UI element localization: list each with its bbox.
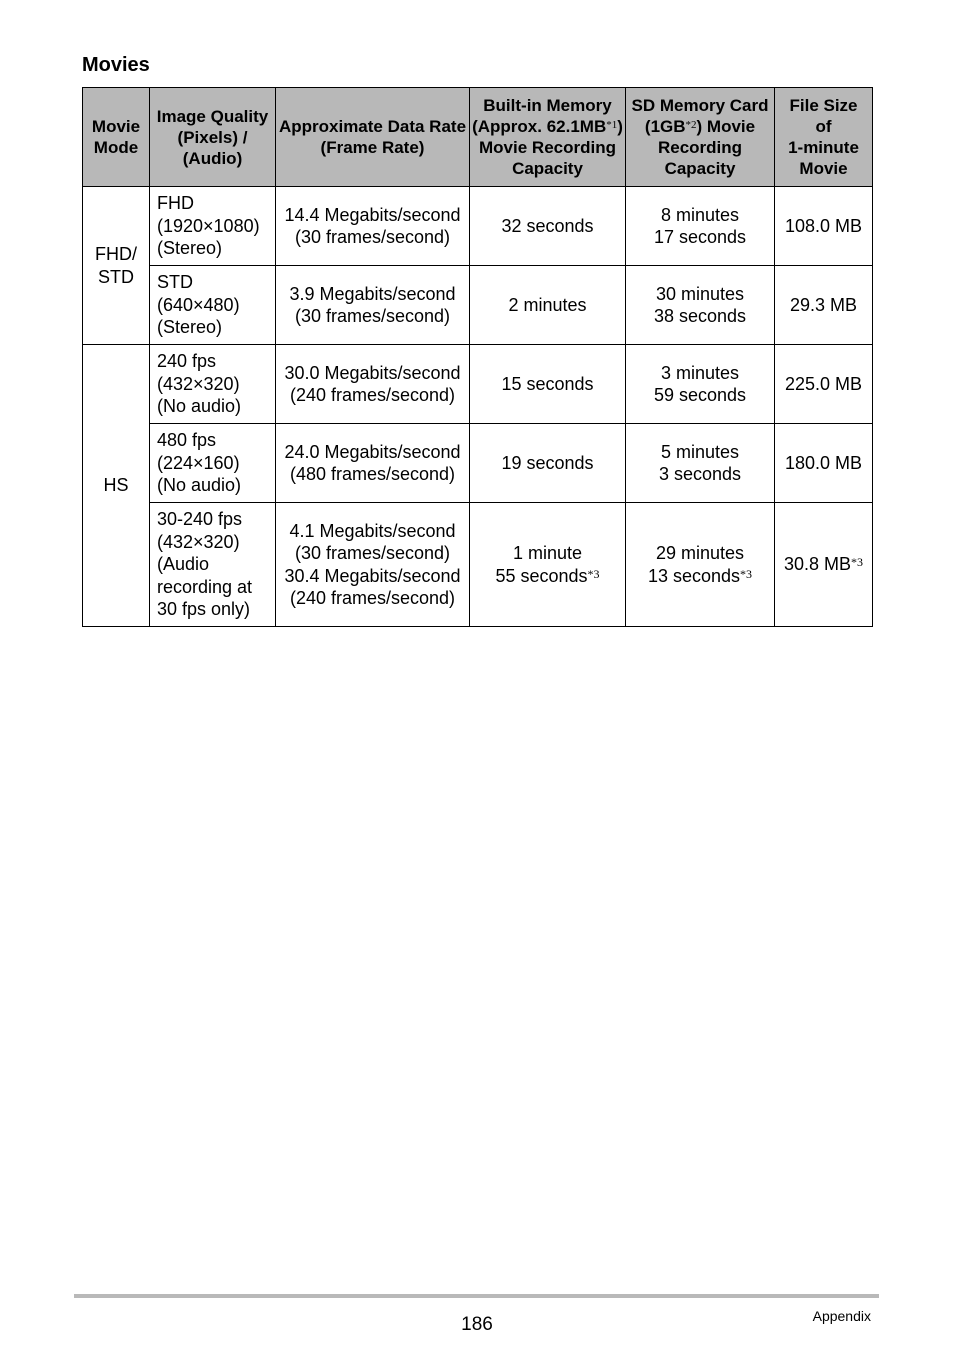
table-row [83,503,873,627]
footnote-marker: *3 [740,566,753,581]
footnote-marker: *2 [685,119,697,131]
file-size-cell: 225.0 MB [775,345,873,424]
footnote-marker: *3 [587,566,600,581]
movies-table [82,87,873,627]
file-size-cell: 108.0 MB [775,187,873,266]
mode-cell: HS [83,345,150,627]
quality-cell: 480 fps (224×160) (No audio) [150,424,276,503]
file-size-cell: 29.3 MB [775,266,873,345]
data-rate-cell: 30.0 Megabits/second (240 frames/second) [276,345,470,424]
footnote-marker: *1 [606,119,618,131]
header-data-rate: Approximate Data Rate (Frame Rate) [276,88,470,187]
sd-capacity-cell: 3 minutes 59 seconds [626,345,775,424]
sd-capacity-cell: 5 minutes 3 seconds [626,424,775,503]
quality-cell: 240 fps (432×320) (No audio) [150,345,276,424]
header-sd-capacity: SD Memory Card (1GB$^{*2}$) Movie Recording Capacity [626,88,775,187]
data-rate-cell: 3.9 Megabits/second (30 frames/second) [276,266,470,345]
file-size-cell: 180.0 MB [775,424,873,503]
header-image-quality: Image Quality (Pixels) / (Audio) [150,88,276,187]
data-rate-cell: 24.0 Megabits/second (480 frames/second) [276,424,470,503]
data-rate-cell: 14.4 Megabits/second (30 frames/second) [276,187,470,266]
quality-cell: FHD (1920×1080) (Stereo) [150,187,276,266]
quality-cell: 30-240 fps (432×320) (Audio recording at 30 fps only) [150,503,276,627]
footnote-marker: *3 [851,555,864,570]
header-file-size: File Size of 1-minute Movie [775,88,873,187]
builtin-capacity-cell: 15 seconds [470,345,626,424]
header-builtin-capacity: Built-in Memory (Approx. 62.1MB$^{*1}$) Movie Recording Capacity [470,88,626,187]
footer-section-label: Appendix [812,1308,871,1324]
builtin-capacity-cell: 2 minutes [470,266,626,345]
sd-capacity-cell: 29 minutes 13 seconds$^{*3}$ [626,503,775,627]
builtin-capacity-cell: 19 seconds [470,424,626,503]
builtin-capacity-cell: 32 seconds [470,187,626,266]
file-size-cell: 30.8 MB$^{*3}$ [775,503,873,627]
footer-divider [74,1294,879,1298]
builtin-capacity-cell: 1 minute 55 seconds$^{*3}$ [470,503,626,627]
page-number: 186 [461,1314,493,1335]
section-title: Movies [82,54,150,76]
sd-capacity-cell: 8 minutes 17 seconds [626,187,775,266]
quality-cell: STD (640×480) (Stereo) [150,266,276,345]
data-rate-cell: 4.1 Megabits/second (30 frames/second) 30.4 Megabits/second (240 frames/second) [276,503,470,627]
table-row [83,187,873,266]
table-row [83,424,873,503]
mode-cell: FHD/ STD [83,187,150,345]
sd-capacity-cell: 30 minutes 38 seconds [626,266,775,345]
table-row [83,345,873,424]
header-movie-mode: Movie Mode [83,88,150,187]
table-row [83,266,873,345]
table-header-row [83,88,873,187]
